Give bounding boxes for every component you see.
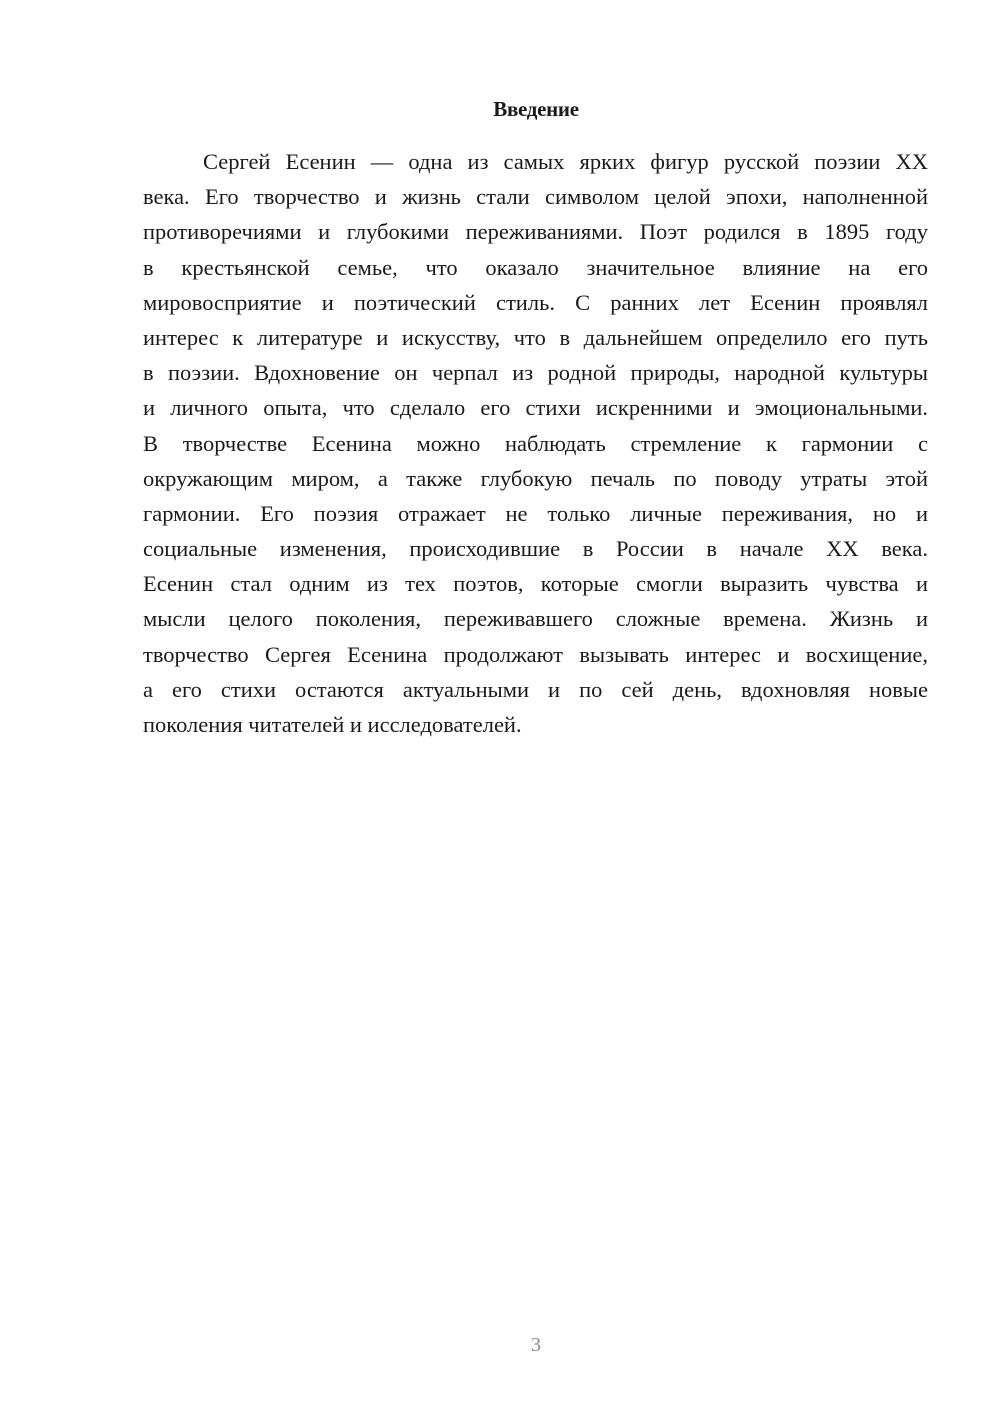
paragraph-line: творчество Сергея Есенина продолжают вызывать интерес и восхищение,	[143, 641, 928, 667]
paragraph-line: и личного опыта, что сделало его стихи искренними и эмоциональными.	[143, 395, 928, 421]
paragraph-line: Сергей Есенин — одна из самых ярких фигур русской поэзии XX	[203, 149, 928, 174]
paragraph-line: века. Его творчество и жизнь стали символом целой эпохи, наполненной	[143, 184, 928, 210]
paragraph-line: интерес к литературе и искусству, что в дальнейшем определило его путь	[143, 324, 928, 350]
paragraph-line: поколения читателей и исследователей.	[143, 712, 522, 737]
paragraph-line: мысли целого поколения, переживавшего сложные времена. Жизнь и	[143, 606, 928, 632]
paragraph-line: а его стихи остаются актуальными и по сей день, вдохновляя новые	[143, 676, 928, 702]
paragraph-line: Есенин стал одним из тех поэтов, которые смогли выразить чувства и	[143, 571, 928, 597]
paragraph-line: окружающим миром, а также глубокую печаль по поводу утраты этой	[143, 465, 928, 491]
page-number: 3	[531, 1334, 541, 1356]
paragraph	[143, 144, 928, 742]
section-title: Введение	[493, 97, 579, 121]
paragraph-line: В творчестве Есенина можно наблюдать стремление к гармонии с	[143, 430, 928, 456]
paragraph-line: гармонии. Его поэзия отражает не только личные переживания, но и	[143, 500, 928, 526]
paragraph-line: мировосприятие и поэтический стиль. С ранних лет Есенин проявлял	[143, 289, 928, 315]
paragraph-line: в крестьянской семье, что оказало значительное влияние на его	[143, 254, 928, 280]
paragraph-line: противоречиями и глубокими переживаниями. Поэт родился в 1895 году	[143, 219, 928, 245]
paragraph-line: в поэзии. Вдохновение он черпал из родной природы, народной культуры	[143, 360, 928, 386]
paragraph-line: социальные изменения, происходившие в России в начале XX века.	[143, 536, 928, 562]
